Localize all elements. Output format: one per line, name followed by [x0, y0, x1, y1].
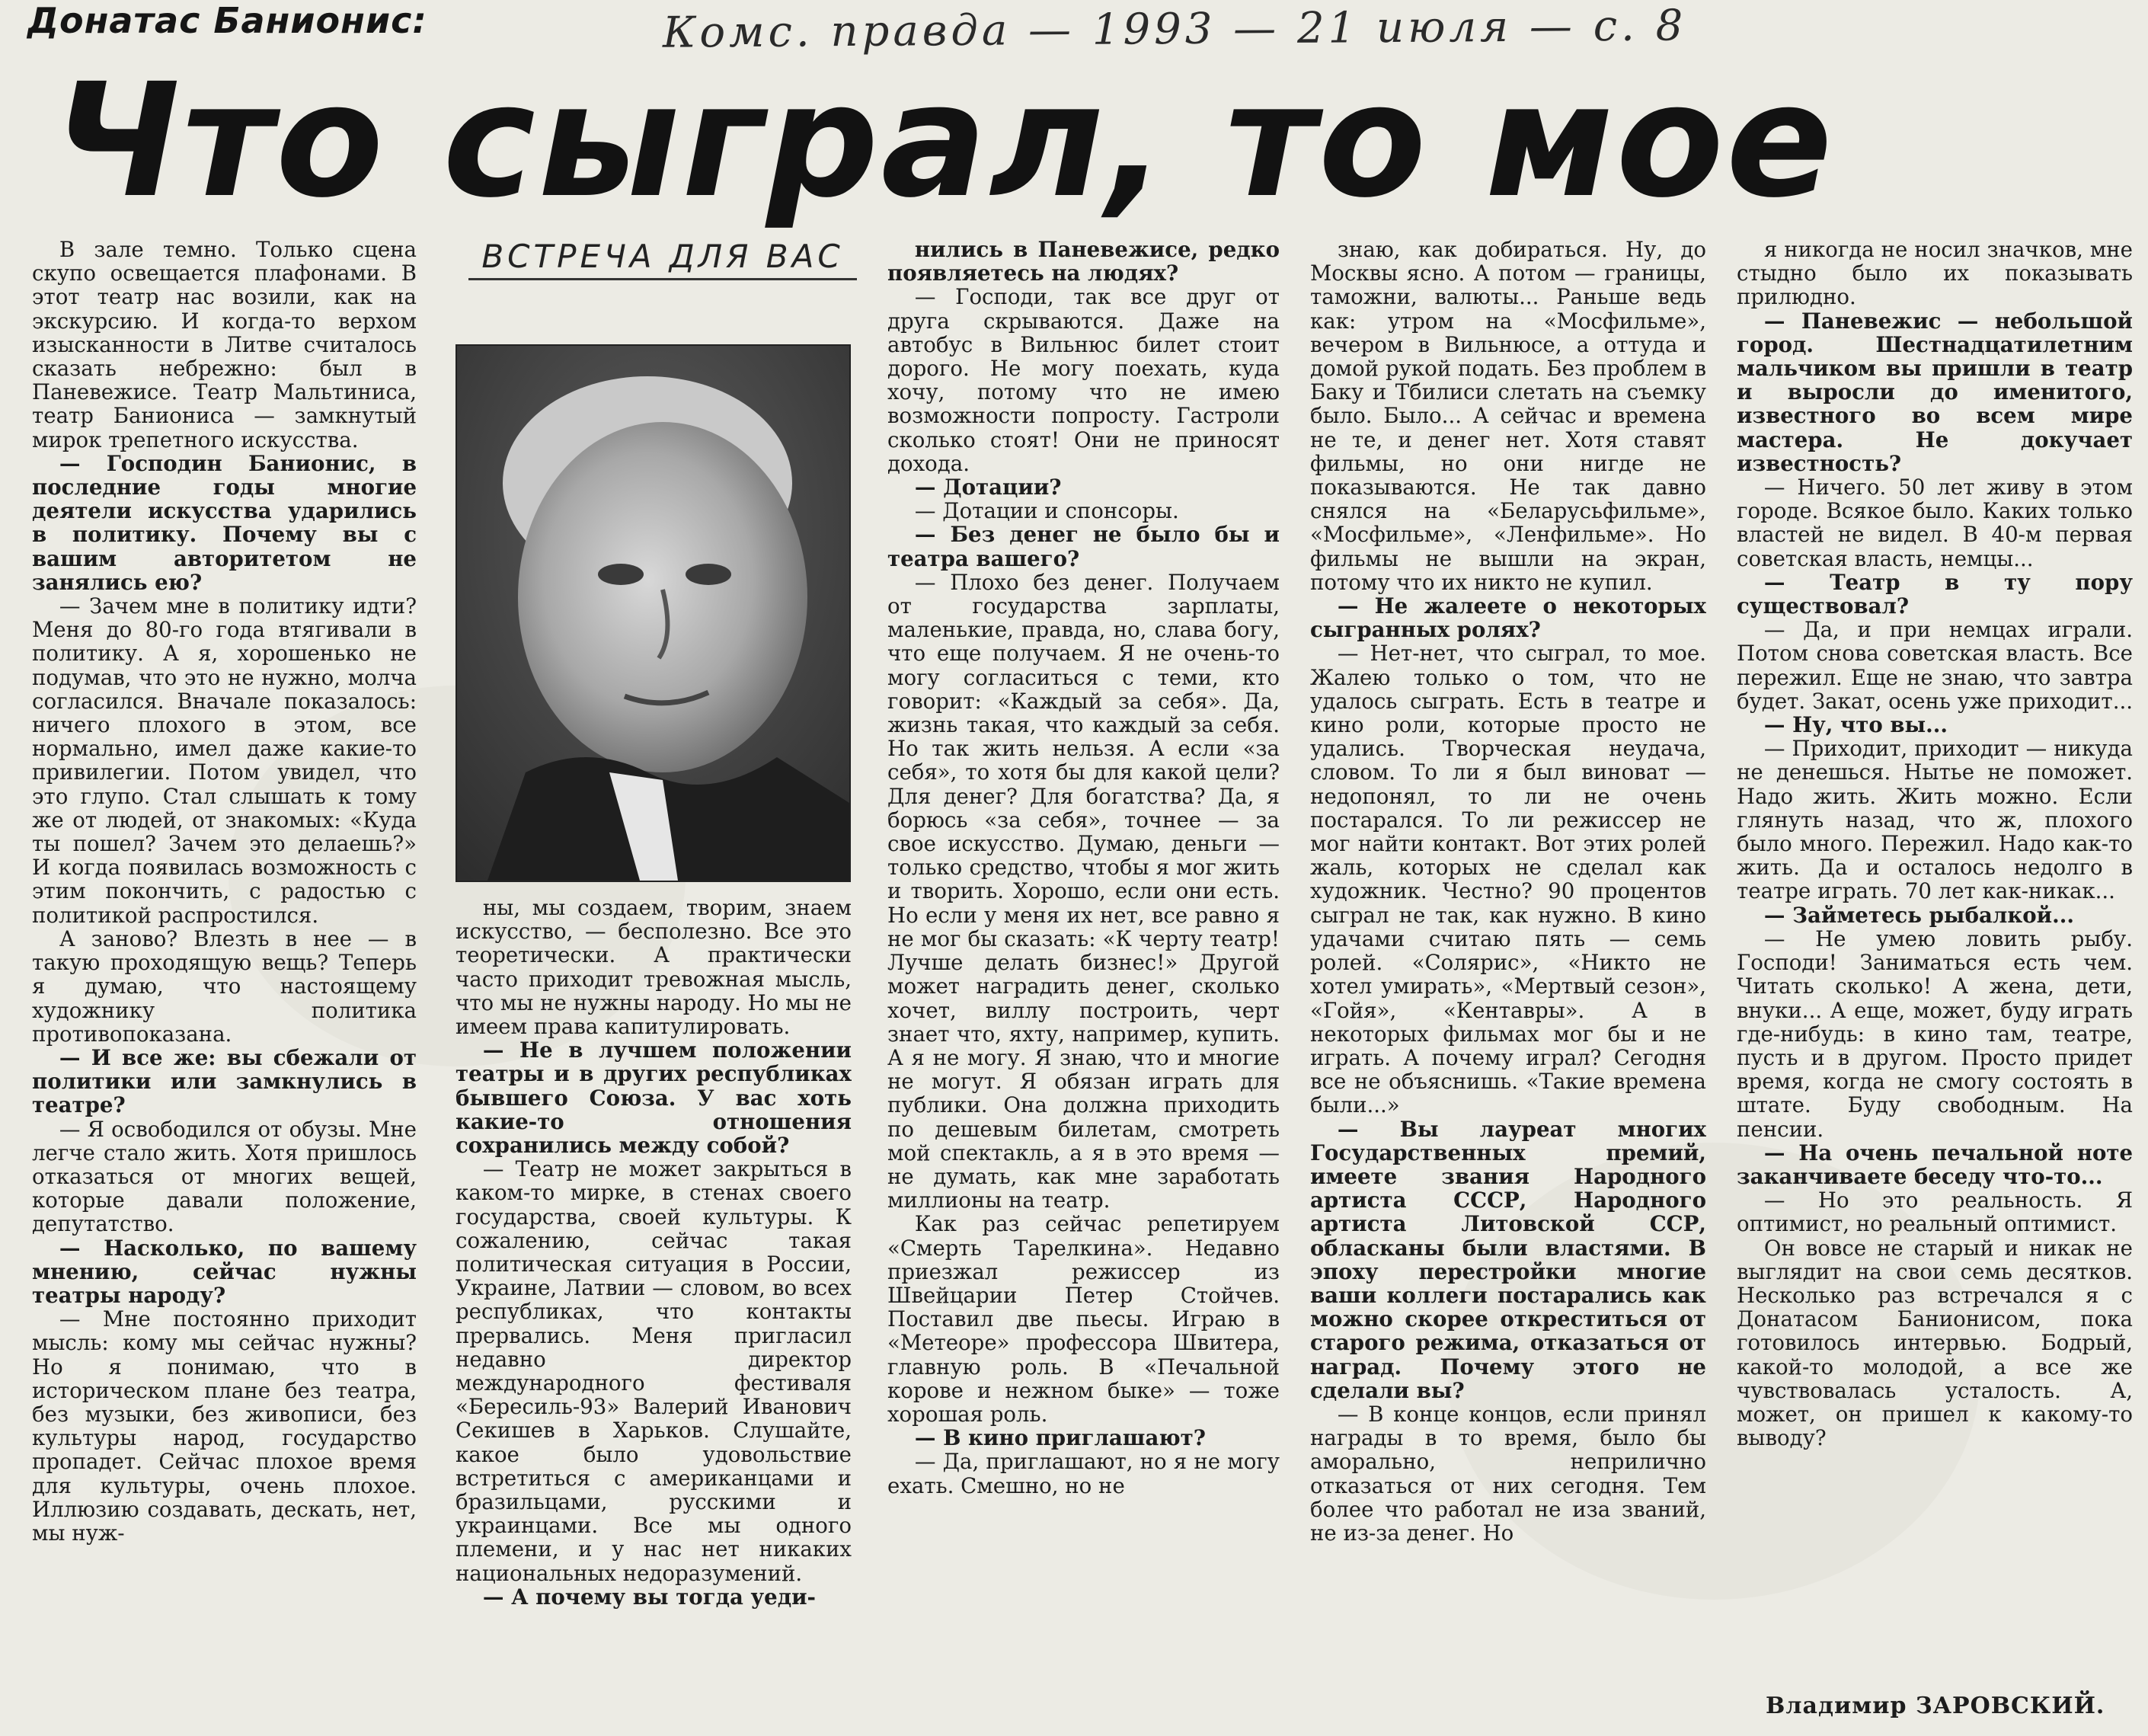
article-paragraph: ны, мы создаем, творим, знаем искусство, — бесполезно. Все это теоретически. А практически часто приходит тревожная мысль, что мы не нужны народу. Но мы не имеем права капитулировать.	[455, 896, 852, 1040]
interview-question: — Вы лауреат многих Государственных премий, имеете звания Народного артиста СССР, Народного артиста Литовской ССР, обласканы были властями. В эпоху перестройки многие ваши коллеги постарались как можно скорее откреститься от старого режима, отказаться от наград. Почему этого не сделали вы?	[1310, 1116, 1706, 1403]
article-paragraph: — Дотации и спонсоры.	[914, 498, 1179, 524]
interview-question: — Не жалеете о некоторых сыгранных ролях?	[1310, 593, 1706, 643]
article-paragraph: — Ничего. 50 лет живу в этом городе. Всякое было. Каких только властей не видел. В 40-м первая советская власть, немцы...	[1737, 475, 2133, 571]
article-paragraph: — Но это реальность. Я оптимист, но реальный оптимист.	[1737, 1188, 2133, 1237]
portrait-image	[457, 346, 849, 881]
interview-question: — Театр в ту пору существовал?	[1737, 569, 2133, 619]
portrait-photo	[455, 344, 851, 882]
interview-question: — Паневежис — небольшой город. Шестнадцатилетним мальчиком вы пришли в театр и выросли до именитого, известного во всем мире мастера. Не докучает известность?	[1737, 308, 2133, 476]
article-paragraph: А заново? Влезть в нее — в такую проходящую вещь? Теперь я думаю, что настоящему художнику политика противопоказана.	[32, 926, 417, 1047]
article-paragraph: — Зачем мне в политику идти? Меня до 80-го года втягивали в политику. А я, хорошенько не подумав, что это не нужно, молча согласился. Вначале показалось: ничего плохого в этом, все нормально, имел даже какие-то привилегии. Потом увидел, что это глупо. Стал слышать к тому же от людей, от знакомых: «Куда ты пошел? Зачем это делаешь?» И когда появилась возможность с этим покончить, с радостью с политикой распростился.	[32, 593, 417, 928]
interview-question: — А почему вы тогда уеди-	[482, 1584, 817, 1610]
kicker: Донатас Банионис:	[27, 0, 427, 41]
byline	[1766, 1693, 2131, 1719]
interview-question: — Господин Банионис, в последние годы многие деятели искусства ударились в политику. Почему вы с вашим авторитетом не занялись ею?	[32, 450, 417, 595]
article-paragraph: В зале темно. Только сцена скупо освещается плафонами. В этот театр нас возили, как на экскурсию. И когда-то верхом изысканности в Литве считалось сказать небрежно: был в Паневежисе. Театр Мальтиниса, театр Баниониса — замкнутый мирок трепетного искусства.	[32, 238, 417, 452]
interview-question: — Займетесь рыбалкой...	[1763, 902, 2074, 928]
interview-question: — На очень печальной ноте заканчиваете беседу что-то...	[1737, 1140, 2133, 1189]
interview-question: нились в Паневежисе, редко появляетесь на людях?	[887, 238, 1280, 286]
interview-question: — Без денег не было бы и театра вашего?	[887, 522, 1280, 571]
article-paragraph: — Приходит, приходит — никуда не денешься. Нытье не поможет. Надо жить. Жить можно. Если глянуть назад, что ж, плохого было много. Пережил. Надо как-то жить. Да и осталось недолго в театре играть. 70 лет как-никак...	[1737, 736, 2133, 904]
article-column-1	[32, 238, 417, 1708]
article-paragraph: — Да, и при немцах играли. Потом снова советская власть. Все пережил. Еще не знаю, что завтра будет. Закат, осень уже приходит...	[1737, 617, 2133, 714]
interview-question: — В кино приглашают?	[914, 1425, 1206, 1451]
article-paragraph: — Театр не может закрыться в каком-то мирке, в стенах своего государства, своей культуры. К сожалению, сейчас такая политическая ситуация в России, Украине, Латвии — словом, во всех республиках, что контакты прервались. Меня пригласил недавно директор международного фестиваля «Бересиль-93» Валерий Иванович Секишев в Харьков. Слушайте, какое было удовольствие встретиться с американцами и бразильцами, русскими и украинцами. Все мы одного племени, и у нас нет никаких национальных недоразумений.	[455, 1156, 852, 1586]
article-paragraph: — Да, приглашают, но я не могу ехать. Смешно, но не	[887, 1449, 1280, 1498]
handwritten-note: Комс. правда — 1993 — 21 июля — с. 8	[662, 1, 1687, 58]
article-paragraph: Он вовсе не старый и никак не выглядит на свои семь десятков. Несколько раз встречался я с Донатасом Банионисом, пока готовилось интервью. Бодрый, какой-то молодой, а все же чувствовалась усталость. А, может, он пришел к какому-то выводу?	[1737, 1235, 2133, 1451]
article-column-3	[887, 238, 1280, 1708]
interview-question: — И все же: вы сбежали от политики или замкнулись в театре?	[32, 1044, 417, 1118]
interview-question: — Насколько, по вашему мнению, сейчас нужны театры народу?	[32, 1235, 417, 1308]
rubric: ВСТРЕЧА ДЛЯ ВАС	[468, 238, 857, 280]
article-paragraph: — Нет-нет, что сыграл, то мое. Жалею только о том, что не удалось сыграть. Есть в театре и кино роли, которые просто не удались. Творческая неудача, словом. То ли я был виноват — недопонял, то ли не очень постарался. То ли режиссер не мог найти контакт. Вот этих ролей жаль, которых не сделал как художник. Честно? 90 процентов сыграл не так, как нужно. В кино удачами считаю пять — семь ролей. «Солярис», «Никто не хотел умирать», «Мертвый сезон», «Гойя», «Кентавры». А в некоторых фильмах мог бы и не играть. А почему играл? Сегодня все не объяснишь. «Такие времена были...»	[1310, 641, 1706, 1118]
headline: Что сыграл, то мое	[53, 50, 1835, 232]
article-paragraph: Как раз сейчас репетируем «Смерть Тарелкина». Недавно приезжал режиссер из Швейцарии Петер Стойчев. Поставил две пьесы. Играю в «Метеоре» профессора Швитера, главную роль. В «Печальной корове и нежном быке» — тоже хорошая роль.	[887, 1211, 1280, 1427]
interview-question: — Не в лучшем положении театры и в других республиках бывшего Союза. У вас хоть какие-то отношения сохранились между собой?	[455, 1037, 852, 1159]
article-paragraph: — Господи, так все друг от друга скрываются. Даже на автобус в Вильнюс билет стоит дорого. Не могу поехать, куда хочу, потому что не имею возможности попросту. Гастроли сколько стоят! Они не приносят дохода.	[887, 284, 1280, 476]
interview-question: — Дотации?	[914, 475, 1062, 500]
article-column-4	[1310, 238, 1706, 1708]
interview-question: — Ну, что вы...	[1763, 712, 1948, 738]
byline-last-name: ЗАРОВСКИЙ.	[1915, 1693, 2105, 1719]
byline-first-name: Владимир	[1766, 1693, 1907, 1719]
article-paragraph: — Я освободился от обузы. Мне легче стало жить. Хотя пришлось отказаться от многих вещей, которые давали положение, депутатство.	[32, 1116, 417, 1237]
article-paragraph: — В конце концов, если принял награды в то время, было бы аморально, неприлично отказаться от них сегодня. Тем более что работал не иза званий, не из-за денег. Но	[1310, 1401, 1706, 1546]
article-column-2	[455, 896, 852, 1708]
article-paragraph: — Мне постоянно приходит мысль: кому мы сейчас нужны? Но я понимаю, что в историческом плане без театра, без музыки, без живописи, без культуры народ, государство пропадет. Сейчас плохое время для культуры, очень плохое. Иллюзию создавать, дескать, нет, мы нуж-	[32, 1306, 417, 1546]
article-paragraph: знаю, как добираться. Ну, до Москвы ясно. А потом — границы, таможни, валюты... Раньше ведь как: утром на «Мосфильме», вечером в Вильнюсе, а оттуда и домой рукой подать. Без проблем в Баку и Тбилиси слетать на съемку было. Было... А сейчас и времена не те, и денег нет. Хотя ставят фильмы, но они нигде не показываются. Не так давно снялся на «Беларусьфильме», «Мосфильме», «Ленфильме». Но фильмы не вышли на экран, потому что их никто не купил.	[1310, 238, 1706, 595]
article-paragraph: я никогда не носил значков, мне стыдно было их показывать прилюдно.	[1737, 238, 2133, 310]
article-paragraph: — Не умею ловить рыбу. Господи! Заниматься есть чем. Читать сколько! А жена, дети, внуки... А еще, может, буду играть где-нибудь: в кино там, театре, пусть и в другом. Просто придет время, когда не смогу состоять в штате. Буду свободным. На пенсии.	[1737, 926, 2133, 1142]
article-paragraph: — Плохо без денег. Получаем от государства зарплаты, маленькие, правда, но, слава богу, что еще получаем. Я не очень-то могу согласиться с теми, кто говорит: «Каждый за себя». Да, жизнь такая, что каждый за себя. Но так жить нельзя. А если «за себя», то хотя бы для какой цели? Для денег? Для богатства? Да, я борюсь «за себя», точнее — за свое искусство. Думаю, деньги — только средство, чтобы я мог жить и творить. Хорошо, если они есть. Но если у меня их нет, все равно я не мог бы сказать: «К черту театр! Лучше делать бизнес!» Другой может наградить денег, сколько хочет, виллу построить, черт знает что, яхту, например, купить. А я не могу. Я знаю, что и многие не могут. Я обязан играть для публики. Она должна приходить по дешевым билетам, смотреть мой спектакль, а я в это время — не думать, как мне заработать миллионы на театр.	[887, 569, 1280, 1213]
article-column-5	[1737, 238, 2133, 1708]
